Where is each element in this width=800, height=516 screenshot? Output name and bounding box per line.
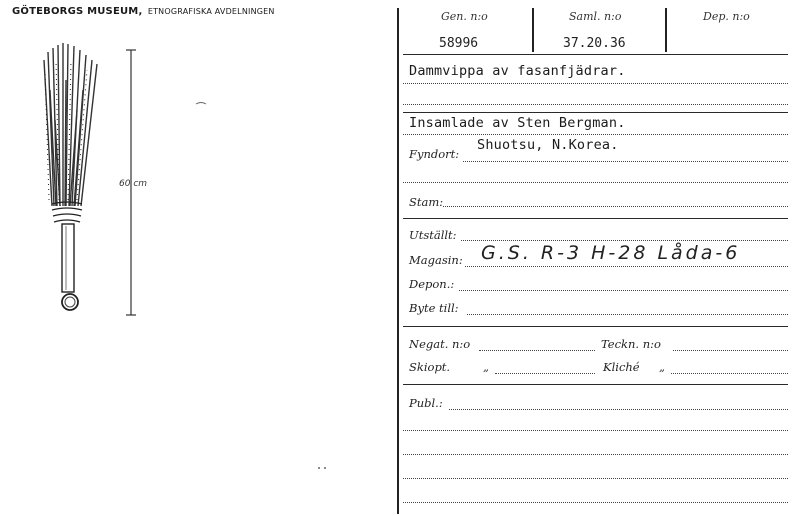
publ-label: Publ.: (409, 396, 443, 410)
byte-till-label: Byte till: (409, 301, 459, 315)
fyndort-value: Shuotsu, N.Korea. (477, 137, 619, 153)
saml-no-label: Saml. n:o (569, 10, 622, 23)
teckn-label: Teckn. n:o (601, 337, 661, 351)
museum-name: GÖTEBORGS MUSEUM, (12, 6, 143, 17)
stam-label: Stam: (409, 195, 444, 209)
skiopt-ditto: „ (483, 360, 489, 374)
magasin-value: G.S. R-3 H-28 Låda-6 (481, 242, 741, 264)
dep-no-label: Dep. n:o (703, 10, 750, 23)
department-name: ETNOGRAFISKA AVDELNINGEN (147, 7, 275, 16)
duster-sketch (0, 0, 330, 516)
gen-no-label: Gen. n:o (441, 10, 488, 23)
fyndort-label: Fyndort: (409, 147, 460, 161)
column-separator (665, 8, 667, 52)
kliche-label: Kliché (603, 360, 640, 374)
gen-no-value: 58996 (439, 36, 479, 51)
handle (62, 224, 74, 292)
negat-label: Negat. n:o (409, 337, 471, 351)
kliche-ditto: „ (659, 360, 665, 374)
utstallt-label: Utställt: (409, 228, 457, 242)
saml-no-value: 37.20.36 (563, 36, 626, 51)
handle-ring (62, 294, 78, 310)
catalogue-card (399, 0, 800, 516)
magasin-label: Magasin: (409, 253, 463, 267)
skiopt-label: Skiopt. (409, 360, 451, 374)
feather-strokes (44, 43, 97, 206)
collector-note: Insamlade av Sten Bergman. (409, 115, 626, 131)
column-separator (532, 8, 534, 52)
depon-label: Depon.: (409, 277, 455, 291)
object-title: Dammvippa av fasanfjädrar. (409, 63, 626, 79)
dimension-note: 60 cm (119, 179, 148, 189)
